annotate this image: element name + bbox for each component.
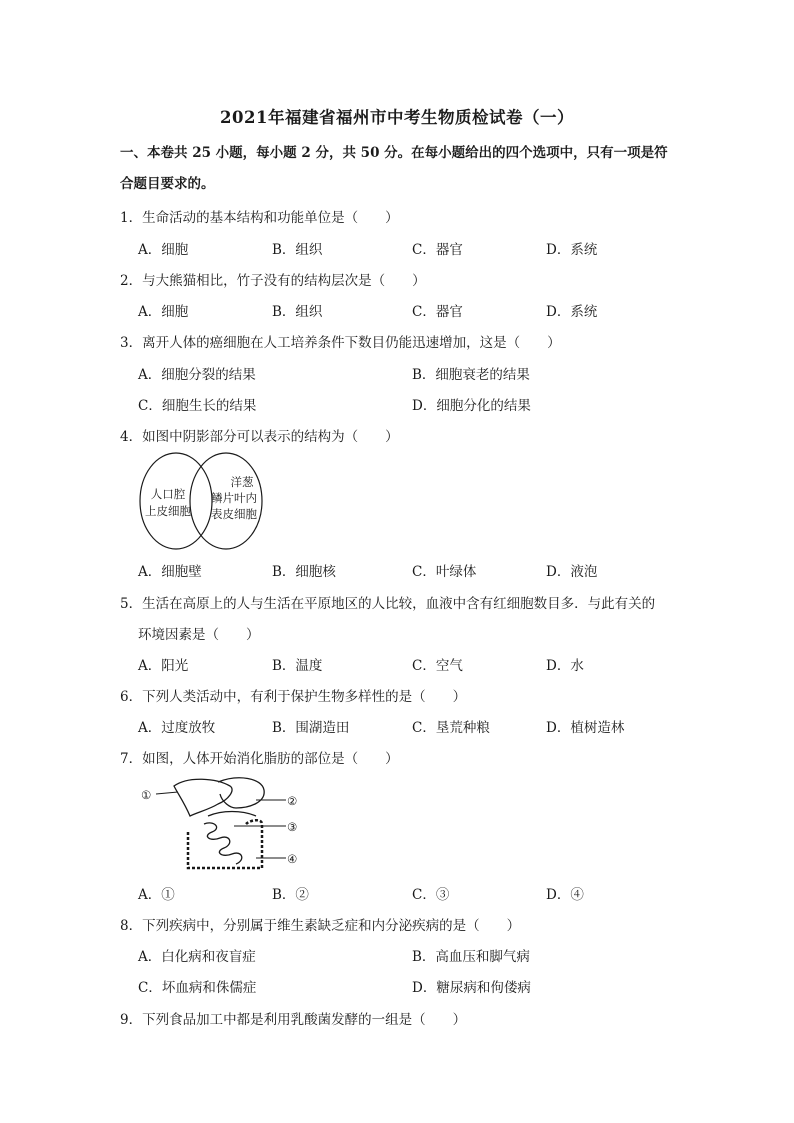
q1-option-a[interactable]: A．细胞 xyxy=(138,242,189,258)
section-line-2: 合题目要求的。 xyxy=(120,176,215,192)
question-1-stem: 1．生命活动的基本结构和功能单位是（ ） xyxy=(120,210,399,226)
q7-option-d[interactable]: D．④ xyxy=(546,887,584,903)
question-3-stem: 3．离开人体的癌细胞在人工培养条件下数目仍能迅速增加，这是（ ） xyxy=(120,335,561,351)
q6-option-c[interactable]: C．垦荒种粮 xyxy=(412,720,490,736)
figure-label-2: ② xyxy=(287,794,298,808)
q1-option-c[interactable]: C．器官 xyxy=(412,242,463,258)
q4-option-c[interactable]: C．叶绿体 xyxy=(412,564,477,580)
q6-option-d[interactable]: D．植树造林 xyxy=(546,720,625,736)
large-intestine-shape xyxy=(188,820,262,868)
page-title: 2021年福建省福州市中考生物质检试卷（一） xyxy=(220,108,574,127)
question-9-stem: 9．下列食品加工中都是利用乳酸菌发酵的一组是（ ） xyxy=(120,1012,467,1028)
question-4-stem: 4．如图中阴影部分可以表示的结构为（ ） xyxy=(120,429,399,445)
question-2-stem: 2．与大熊猫相比，竹子没有的结构层次是（ ） xyxy=(120,273,426,289)
digestive-system-figure xyxy=(138,772,313,874)
q4-option-b[interactable]: B．细胞核 xyxy=(272,564,336,580)
question-8-stem: 8．下列疾病中，分别属于维生素缺乏症和内分泌疾病的是（ ） xyxy=(120,918,521,934)
q7-option-c[interactable]: C．③ xyxy=(412,887,450,903)
small-intestine-shape xyxy=(204,823,242,864)
liver-shape xyxy=(174,779,232,816)
venn-right-label-2: 鳞片叶内 xyxy=(211,491,257,505)
q7-option-a[interactable]: A．① xyxy=(138,887,175,903)
q1-option-b[interactable]: B．组织 xyxy=(272,242,323,258)
venn-right-label-3: 表皮细胞 xyxy=(211,507,257,521)
q7-option-b[interactable]: B．② xyxy=(272,887,309,903)
q3-option-b[interactable]: B．细胞衰老的结果 xyxy=(412,367,530,383)
figure-label-1: ① xyxy=(141,788,152,802)
q4-option-a[interactable]: A．细胞壁 xyxy=(138,564,202,580)
q5-option-b[interactable]: B．温度 xyxy=(272,658,323,674)
figure-label-3: ③ xyxy=(287,820,298,834)
q2-option-c[interactable]: C．器官 xyxy=(412,304,463,320)
q5-option-a[interactable]: A．阳光 xyxy=(138,658,189,674)
q3-option-a[interactable]: A．细胞分裂的结果 xyxy=(138,367,256,383)
q5-option-d[interactable]: D．水 xyxy=(546,658,584,674)
q8-option-a[interactable]: A．白化病和夜盲症 xyxy=(138,949,256,965)
pancreas-shape xyxy=(208,812,256,817)
section-line-1: 一、本卷共 25 小题，每小题 2 分，共 50 分。在每小题给出的四个选项中，只有一项是符 xyxy=(120,145,668,161)
figure-label-4: ④ xyxy=(287,852,298,866)
question-6-stem: 6．下列人类活动中，有利于保护生物多样性的是（ ） xyxy=(120,689,467,705)
q2-option-b[interactable]: B．组织 xyxy=(272,304,323,320)
q8-option-d[interactable]: D．糖尿病和佝偻病 xyxy=(412,980,531,996)
q6-option-a[interactable]: A．过度放牧 xyxy=(138,720,216,736)
section-instructions xyxy=(120,138,680,200)
q3-option-d[interactable]: D．细胞分化的结果 xyxy=(412,398,531,414)
q8-option-c[interactable]: C．坏血病和侏儒症 xyxy=(138,980,257,996)
question-5-stem: 5．生活在高原上的人与生活在平原地区的人比较，血液中含有红细胞数目多．与此有关的 xyxy=(120,596,656,612)
question-7-stem: 7．如图，人体开始消化脂肪的部位是（ ） xyxy=(120,751,399,767)
venn-left-label-2: 上皮细胞 xyxy=(145,504,191,518)
q2-option-a[interactable]: A．细胞 xyxy=(138,304,189,320)
q3-option-c[interactable]: C．细胞生长的结果 xyxy=(138,398,257,414)
q6-option-b[interactable]: B．围湖造田 xyxy=(272,720,350,736)
venn-right-label-1: 洋葱 xyxy=(230,475,254,489)
venn-diagram xyxy=(138,450,278,554)
q5-option-c[interactable]: C．空气 xyxy=(412,658,463,674)
label-line-1 xyxy=(156,792,178,794)
venn-left-label-1: 人口腔 xyxy=(150,487,186,501)
q4-option-d[interactable]: D．液泡 xyxy=(546,564,598,580)
q8-option-b[interactable]: B．高血压和脚气病 xyxy=(412,949,530,965)
question-5-stem-cont: 环境因素是（ ） xyxy=(138,627,260,643)
q2-option-d[interactable]: D．系统 xyxy=(546,304,598,320)
q1-option-d[interactable]: D．系统 xyxy=(546,242,598,258)
